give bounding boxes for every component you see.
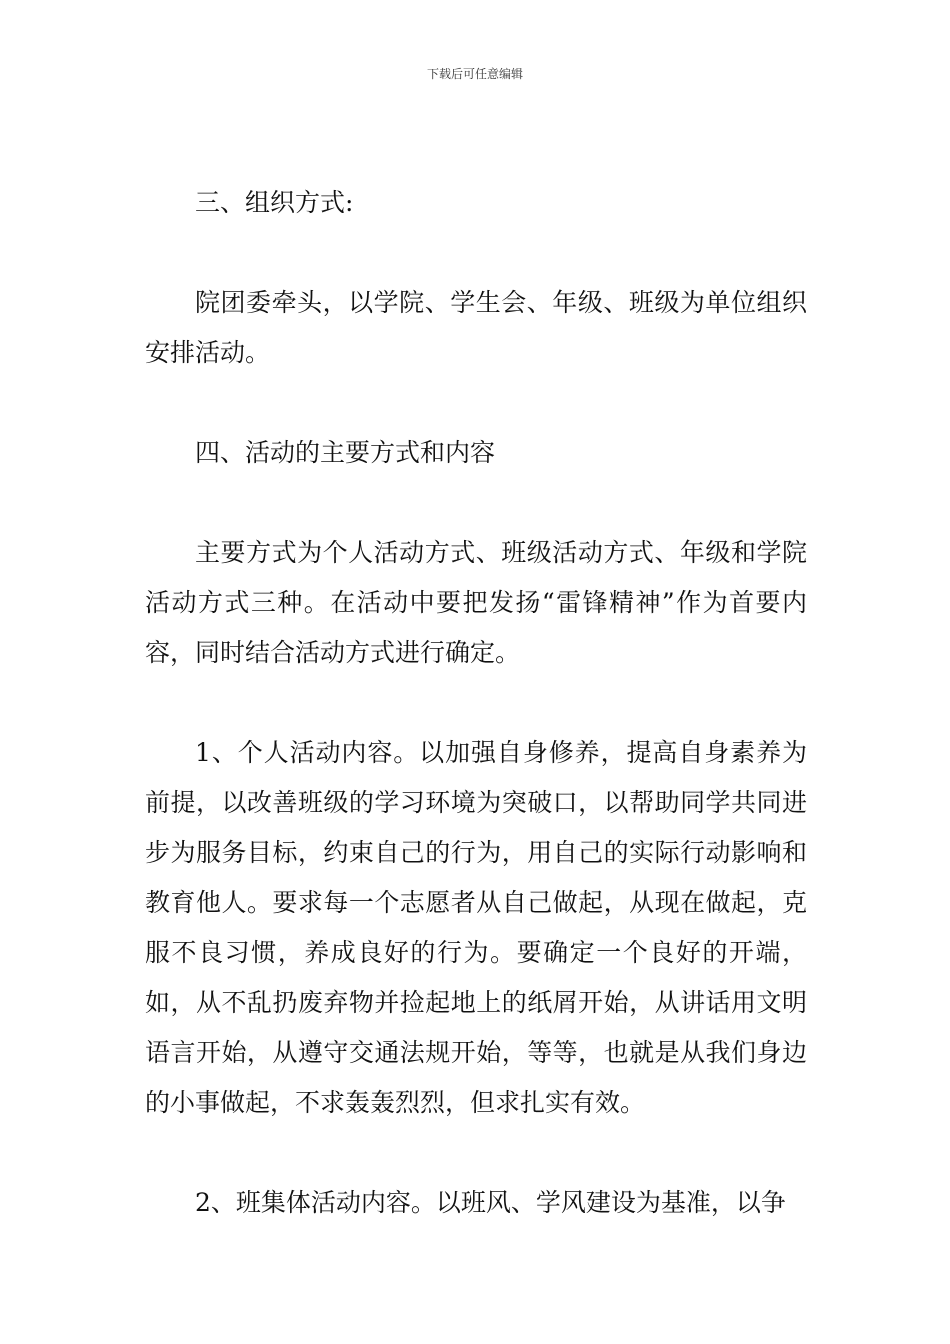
paragraph-activity-methods: 主要方式为个人活动方式、班级活动方式、年级和学院活动方式三种。在活动中要把发扬“雷锋精神”作为首要内容，同时结合活动方式进行确定。: [145, 538, 807, 667]
section-heading-organization: 三、组织方式:: [195, 188, 354, 217]
page-header-note: 下载后可任意编辑: [426, 67, 523, 81]
paragraph-organization: 院团委牵头，以学院、学生会、年级、班级为单位组织安排活动。: [145, 288, 807, 367]
document-body: [145, 178, 807, 1228]
section-heading-activities: 四、活动的主要方式和内容: [195, 438, 496, 467]
paragraph-class-activities: 2、班集体活动内容。以班风、学风建设为基准，以争: [195, 1188, 786, 1217]
paragraph-individual-activities: 1、个人活动内容。以加强自身修养，提高自身素养为前提，以改善班级的学习环境为突破口，以帮助同学共同进步为服务目标，约束自己的行为，用自己的实际行动影响和教育他人。要求每一个志愿者从自己做起，从现在做起，克服不良习惯，养成良好的行为。要确定一个良好的开端，如，从不乱扔废弃物并捡起地上的纸屑开始，从讲话用文明语言开始，从遵守交通法规开始，等等，也就是从我们身边的小事做起，不求轰轰烈烈，但求扎实有效。: [145, 738, 807, 1117]
